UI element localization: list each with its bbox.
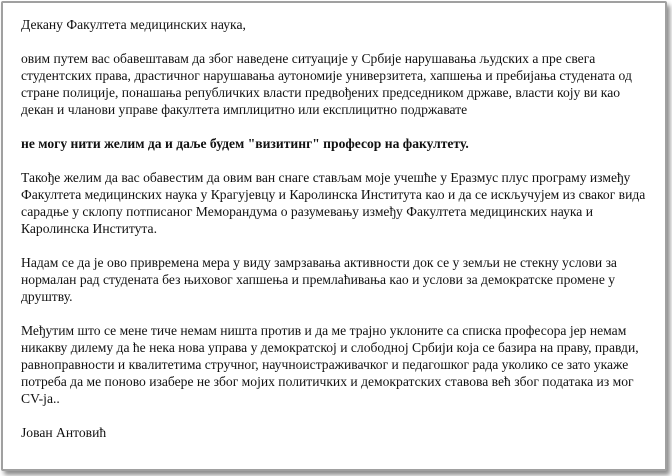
letter-signature: Јован Антовић [21, 425, 107, 440]
letter-paragraph-3: Такође желим да вас обавестим да овим ван снаге стављам моје учешће у Еразмус плус програму између Факултета медицинских наука у Крагујевцу и Каролинска Института као и да се искључујем из сваког вида сарадње у склопу потписаног Меморандума о разумевању између Факултета медицинских наука и Каролинска Института. [21, 170, 646, 236]
letter-paragraph-1: овим путем вас обавештавам да због наведене ситуације у Србије нарушавања људских а пре свега студентских права, драстичног нарушавања аутономије универзитета, хапшења и пребијања студената од стране полиције, понашања републичких власти предвођених председником државе, власти коју ви као декан и чланови управе факултета имплицитно или експлицитно подржавате [21, 51, 632, 117]
letter-paragraph-4: Надам се да је ово привремена мера у виду замрзавања активности док се у земљи не стекну услови за нормалан рад студената без њиховог хапшења и премлаћивања као и услови за демократске промене у друштву. [21, 255, 617, 304]
letter-body [21, 16, 651, 458]
letter-paragraph-2-bold: не могу нити желим да и даље будем "визитинг" професор на факултету. [21, 136, 469, 151]
letter-salutation: Декану Факултета медицинских наука, [21, 17, 246, 32]
letter-paragraph-5: Међутим што се мене тиче немам ништа против и да ме трајно уклоните са списка професора јер немам никакву дилему да ће нека нова управа у демократској и слободној Србији која се базира на праву, правди, равноправности и квалитетима стручног, научноистраживачког и педагошког рада уколико се зато укаже потреба да ме поново изабере не због мојих политичких и демократских ставова већ због података из мог CV-ја.. [21, 323, 639, 406]
